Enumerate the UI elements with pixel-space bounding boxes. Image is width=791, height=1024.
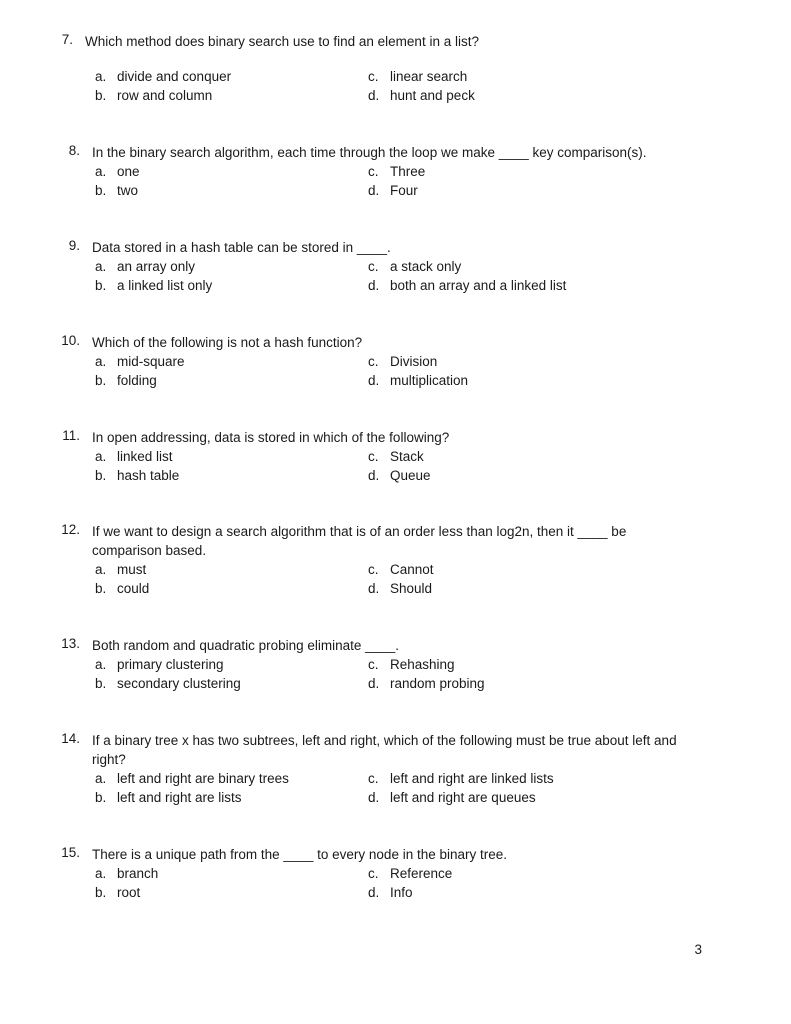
option-b [95,466,179,485]
question-number: 7. [61,32,73,47]
question-number: 10. [61,333,80,348]
option-a [95,67,231,86]
option-letter: d. [368,581,380,596]
question-text: Which of the following is not a hash function? [92,335,363,350]
option-letter: c. [368,164,379,179]
option-text: primary clustering [117,657,224,672]
option-text: row and column [117,88,213,103]
option-letter: c. [368,259,379,274]
option-letter: c. [368,354,379,369]
option-letter: d. [368,885,380,900]
option-d [368,466,431,485]
option-a [95,352,185,371]
option-text: hunt and peck [390,88,475,103]
option-text: linked list [117,449,173,464]
option-a [95,162,140,181]
question-text: If we want to design a search algorithm that is of an order less than log2n, then it ____ be comparison based. [92,524,627,558]
option-text: Info [390,885,413,900]
option-letter: a. [95,354,107,369]
option-text: random probing [390,676,485,691]
option-c [368,67,467,86]
option-letter: b. [95,790,107,805]
option-letter: d. [368,468,380,483]
option-letter: a. [95,164,107,179]
option-text: one [117,164,140,179]
option-text: an array only [117,259,196,274]
option-b [95,883,140,902]
option-letter: a. [95,866,107,881]
option-text: Division [390,354,438,369]
option-text: left and right are queues [390,790,536,805]
option-text: mid-square [117,354,185,369]
option-a [95,655,224,674]
question-number: 11. [62,428,80,443]
question-text: In the binary search algorithm, each time through the loop we make ____ key comparison(s). [92,145,647,160]
option-text: branch [117,866,159,881]
question-text: Data stored in a hash table can be stored in ____. [92,240,391,255]
option-letter: b. [95,885,107,900]
question-text: There is a unique path from the ____ to every node in the binary tree. [92,847,508,862]
option-letter: a. [95,69,107,84]
option-b [95,276,212,295]
option-letter: c. [368,562,379,577]
question-number: 9. [68,238,80,253]
option-text: divide and conquer [117,69,232,84]
option-text: Queue [390,468,431,483]
question-number: 13. [61,636,80,651]
option-b [95,674,241,693]
option-text: must [117,562,147,577]
question-number: 8. [68,143,80,158]
question-text: If a binary tree x has two subtrees, left and right, which of the following must be true about left and right? [92,733,677,767]
option-c [368,655,455,674]
option-letter: d. [368,278,380,293]
option-d [368,86,475,105]
option-text: both an array and a linked list [390,278,567,293]
option-a [95,864,158,883]
option-letter: b. [95,581,107,596]
option-text: linear search [390,69,468,84]
option-letter: a. [95,562,107,577]
option-letter: a. [95,771,107,786]
option-d [368,788,536,807]
option-c [368,352,437,371]
option-text: root [117,885,141,900]
option-d [368,674,485,693]
option-letter: b. [95,676,107,691]
option-letter: c. [368,866,379,881]
option-d [368,276,566,295]
question-number: 15. [61,845,80,860]
option-b [95,181,138,200]
option-letter: b. [95,278,107,293]
option-a [95,560,146,579]
question-text: In open addressing, data is stored in which of the following? [92,430,450,445]
option-letter: b. [95,88,107,103]
option-letter: a. [95,259,107,274]
option-letter: a. [95,657,107,672]
option-text: hash table [117,468,180,483]
option-text: Four [390,183,418,198]
option-text: folding [117,373,157,388]
option-text: left and right are linked lists [390,771,554,786]
option-b [95,579,149,598]
question-text: Both random and quadratic probing eliminate ____. [92,638,399,653]
option-text: could [117,581,150,596]
option-d [368,371,468,390]
option-d [368,579,432,598]
option-a [95,769,289,788]
option-letter: d. [368,88,380,103]
option-text: a stack only [390,259,462,274]
option-text: Should [390,581,433,596]
option-text: secondary clustering [117,676,241,691]
option-c [368,560,434,579]
option-c [368,257,461,276]
option-letter: c. [368,69,379,84]
option-letter: b. [95,183,107,198]
option-letter: b. [95,468,107,483]
option-text: Three [390,164,426,179]
option-letter: b. [95,373,107,388]
option-letter: d. [368,790,380,805]
option-text: multiplication [390,373,469,388]
option-letter: a. [95,449,107,464]
option-c [368,864,452,883]
option-letter: d. [368,676,380,691]
option-letter: c. [368,657,379,672]
option-text: left and right are lists [117,790,242,805]
option-letter: d. [368,183,380,198]
option-d [368,181,418,200]
option-d [368,883,413,902]
option-a [95,447,173,466]
question-number: 14. [61,731,80,746]
option-text: a linked list only [117,278,213,293]
option-c [368,162,425,181]
option-c [368,769,554,788]
option-b [95,371,157,390]
option-text: left and right are binary trees [117,771,289,786]
page-number: 3 [694,942,702,957]
option-b [95,86,212,105]
option-text: two [117,183,139,198]
option-text: Reference [390,866,453,881]
option-text: Stack [390,449,424,464]
option-a [95,257,195,276]
option-letter: c. [368,449,379,464]
question-text: Which method does binary search use to find an element in a list? [85,34,479,49]
option-text: Rehashing [390,657,455,672]
option-letter: d. [368,373,380,388]
option-c [368,447,424,466]
question-number: 12. [61,522,80,537]
option-b [95,788,242,807]
option-letter: c. [368,771,379,786]
option-text: Cannot [390,562,434,577]
